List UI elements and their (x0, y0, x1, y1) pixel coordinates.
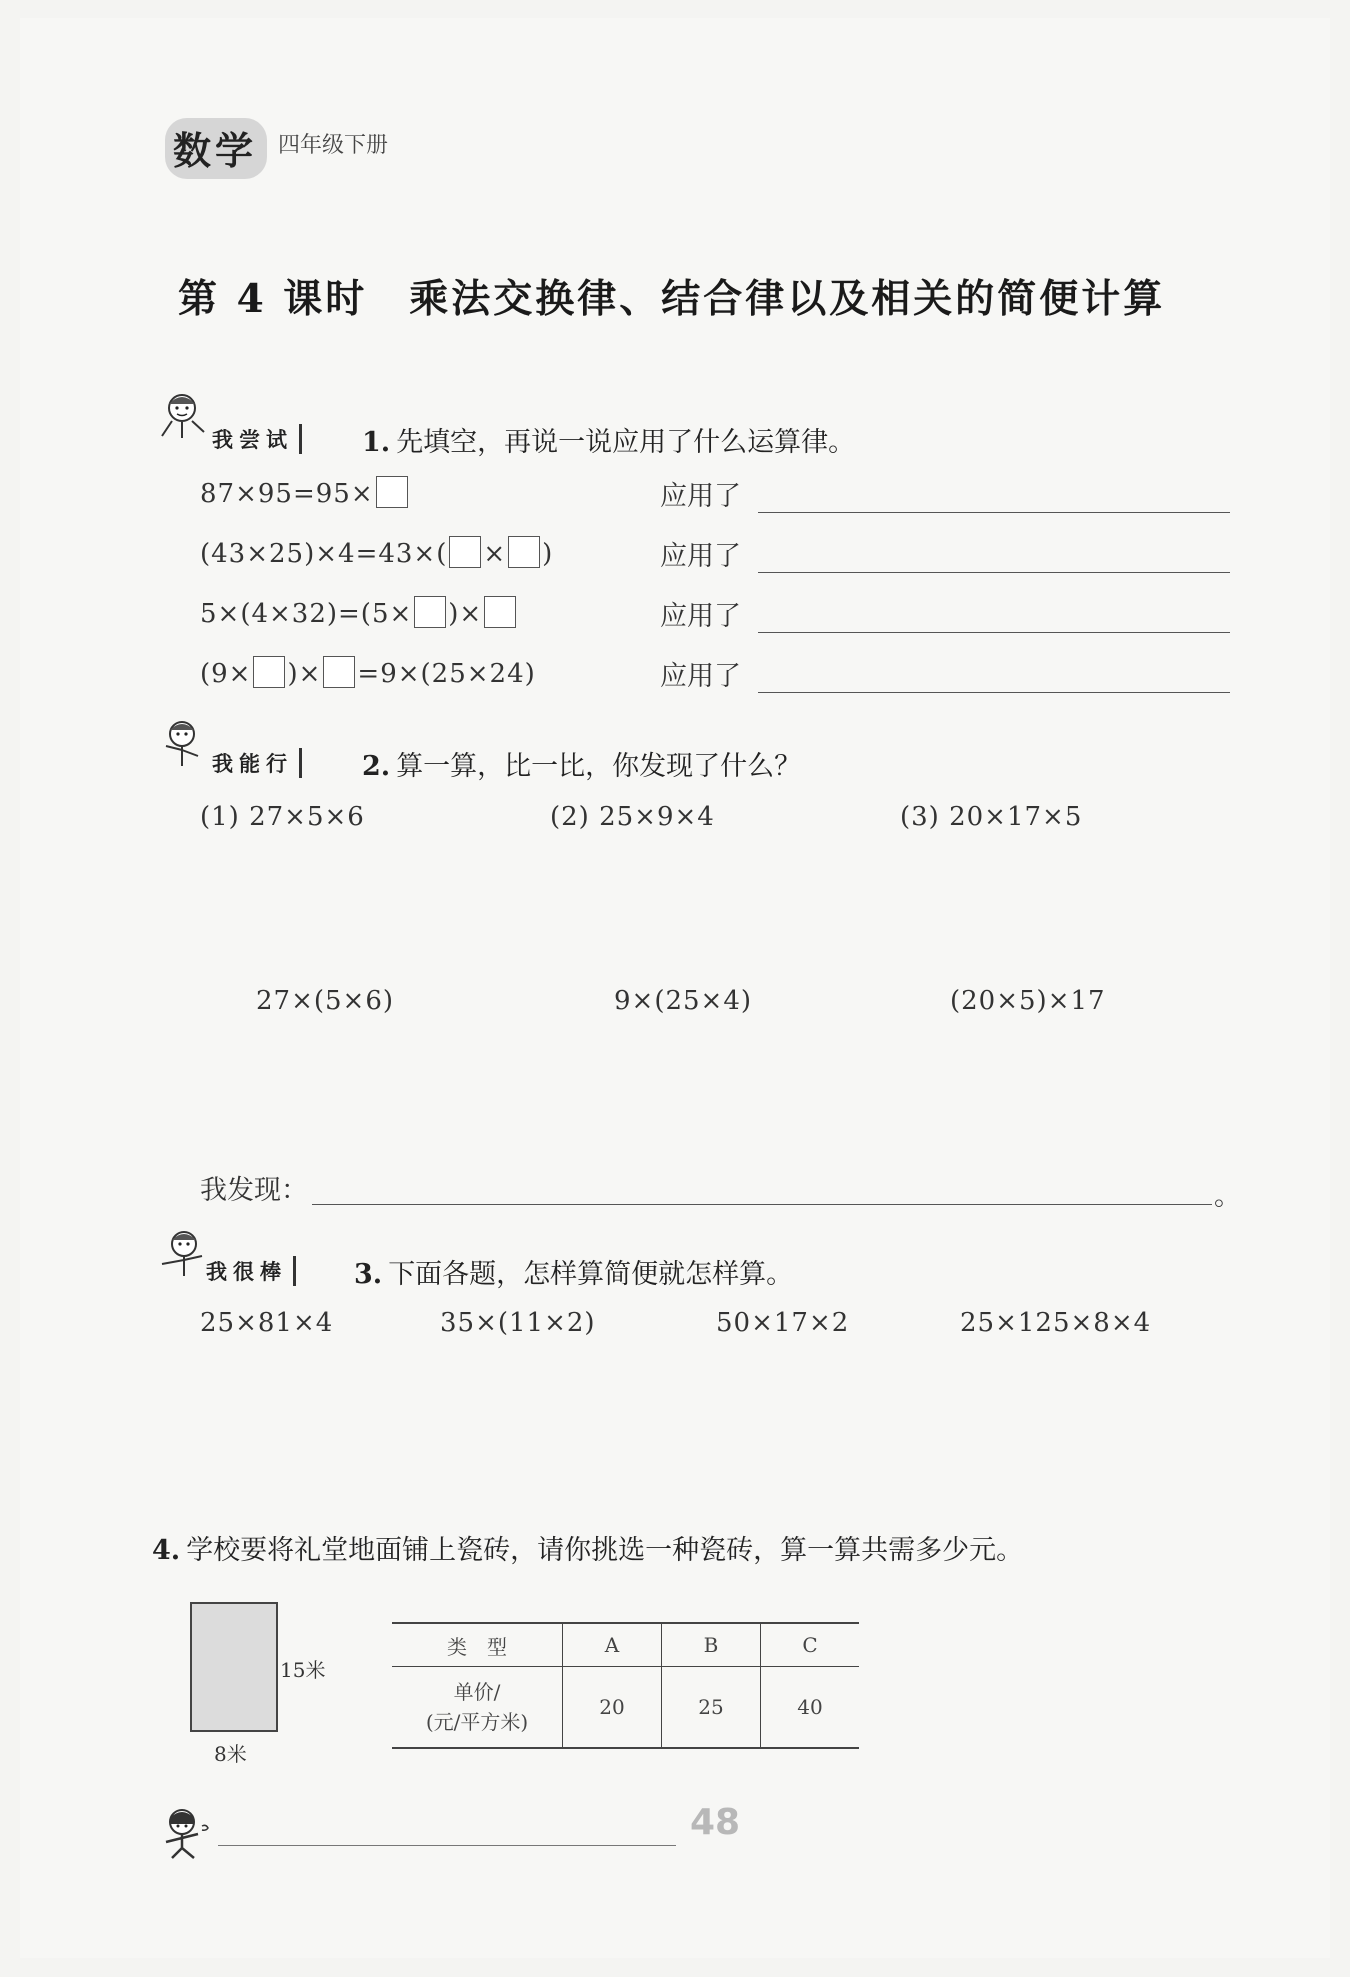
answer-box[interactable] (414, 596, 446, 628)
apply-label: 应用了 (660, 481, 741, 512)
q4-prompt-text: 学校要将礼堂地面铺上瓷砖，请你挑选一种瓷砖，算一算共需多少元。 (186, 1535, 1024, 1566)
q3-number: 3. (354, 1259, 383, 1290)
q1-item-1-text: 87×95=95× (200, 479, 374, 509)
q3-expr-4: 25×125×8×4 (960, 1308, 1152, 1338)
apply-label: 应用了 (660, 661, 741, 692)
width-label: 8米 (214, 1742, 247, 1766)
height-label: 15米 (280, 1658, 326, 1682)
price-header-line-2: (元/平方米) (425, 1710, 529, 1734)
q1-item-2-mid: × (483, 539, 507, 569)
table-cell: 25 (662, 1667, 761, 1749)
q4-number: 4. (152, 1535, 181, 1566)
table-cell: 20 (563, 1667, 662, 1749)
q1-item-4 (200, 656, 536, 689)
answer-box[interactable] (484, 596, 516, 628)
badge-can-do: 我能行 (212, 748, 302, 778)
answer-line[interactable] (758, 512, 1230, 513)
answer-box[interactable] (449, 536, 481, 568)
answer-line[interactable] (758, 572, 1230, 573)
discover-line[interactable] (312, 1204, 1212, 1205)
table-cell: B (662, 1623, 761, 1667)
q1-item-2-pre: (43×25)×4=43×( (200, 539, 448, 569)
mascot-girl-icon (152, 716, 212, 770)
answer-box[interactable] (253, 656, 285, 688)
page-number: 48 (690, 1802, 741, 1843)
q1-item-3 (200, 596, 518, 629)
grade-label: 四年级下册 (278, 133, 389, 158)
apply-label: 应用了 (660, 541, 741, 572)
q4-prompt (152, 1528, 1023, 1567)
q2-expr-2: (2) 25×9×4 (550, 802, 715, 832)
table-row (392, 1667, 859, 1749)
table-cell: 40 (761, 1667, 860, 1749)
lesson-title: 第 4 课时 乘法交换律、结合律以及相关的简便计算 (178, 276, 1166, 322)
q1-item-2-post: ) (542, 539, 554, 569)
q3-expr-2: 35×(11×2) (440, 1308, 596, 1338)
q1-item-1 (200, 476, 410, 509)
answer-line[interactable] (758, 632, 1230, 633)
q1-prompt-text: 先填空，再说一说应用了什么运算律。 (396, 427, 856, 458)
subject-label: 数学 (165, 118, 267, 179)
answer-box[interactable] (508, 536, 540, 568)
q1-number: 1. (362, 427, 391, 458)
table-header-type: 类 型 (392, 1623, 563, 1667)
q2-expr-4: 27×(5×6) (256, 986, 395, 1016)
q1-item-4-post: =9×(25×24) (357, 659, 536, 689)
apply-label: 应用了 (660, 601, 741, 632)
table-cell: A (563, 1623, 662, 1667)
q1-prompt (362, 420, 855, 459)
q2-expr-5: 9×(25×4) (614, 986, 753, 1016)
price-header-line-1: 单价/ (453, 1680, 501, 1704)
answer-line[interactable] (758, 692, 1230, 693)
tile-price-table (392, 1622, 859, 1749)
q1-item-3-pre: 5×(4×32)=(5× (200, 599, 413, 629)
q3-prompt-text: 下面各题，怎样算简便就怎样算。 (388, 1259, 794, 1290)
q2-prompt (362, 744, 801, 783)
mascot-girl-icon (152, 388, 212, 442)
table-row (392, 1623, 859, 1667)
q2-expr-6: (20×5)×17 (950, 986, 1106, 1016)
q2-expr-3: (3) 20×17×5 (900, 802, 1083, 832)
q3-expr-3: 50×17×2 (716, 1308, 850, 1338)
q3-prompt (354, 1252, 793, 1291)
q2-expr-1: (1) 27×5×6 (200, 802, 365, 832)
answer-box[interactable] (376, 476, 408, 508)
q3-expr-1: 25×81×4 (200, 1308, 334, 1338)
discover-label: 我发现： (200, 1175, 308, 1206)
q1-item-4-pre: (9× (200, 659, 252, 689)
q1-item-4-mid: )× (287, 659, 322, 689)
q1-item-3-mid: )× (448, 599, 483, 629)
badge-try: 我尝试 (212, 424, 302, 454)
table-header-price (392, 1667, 563, 1749)
footer-rule (218, 1845, 676, 1846)
answer-box[interactable] (323, 656, 355, 688)
badge-great: 我很棒 (206, 1256, 296, 1286)
mascot-footer-icon (152, 1806, 218, 1862)
q2-number: 2. (362, 751, 391, 782)
q2-prompt-text: 算一算，比一比，你发现了什么？ (396, 751, 802, 782)
mascot-girl-icon (152, 1226, 212, 1280)
hall-floor-diagram (190, 1602, 278, 1732)
table-cell: C (761, 1623, 860, 1667)
q1-item-2 (200, 536, 553, 569)
discover-end: 。 (1214, 1181, 1241, 1212)
